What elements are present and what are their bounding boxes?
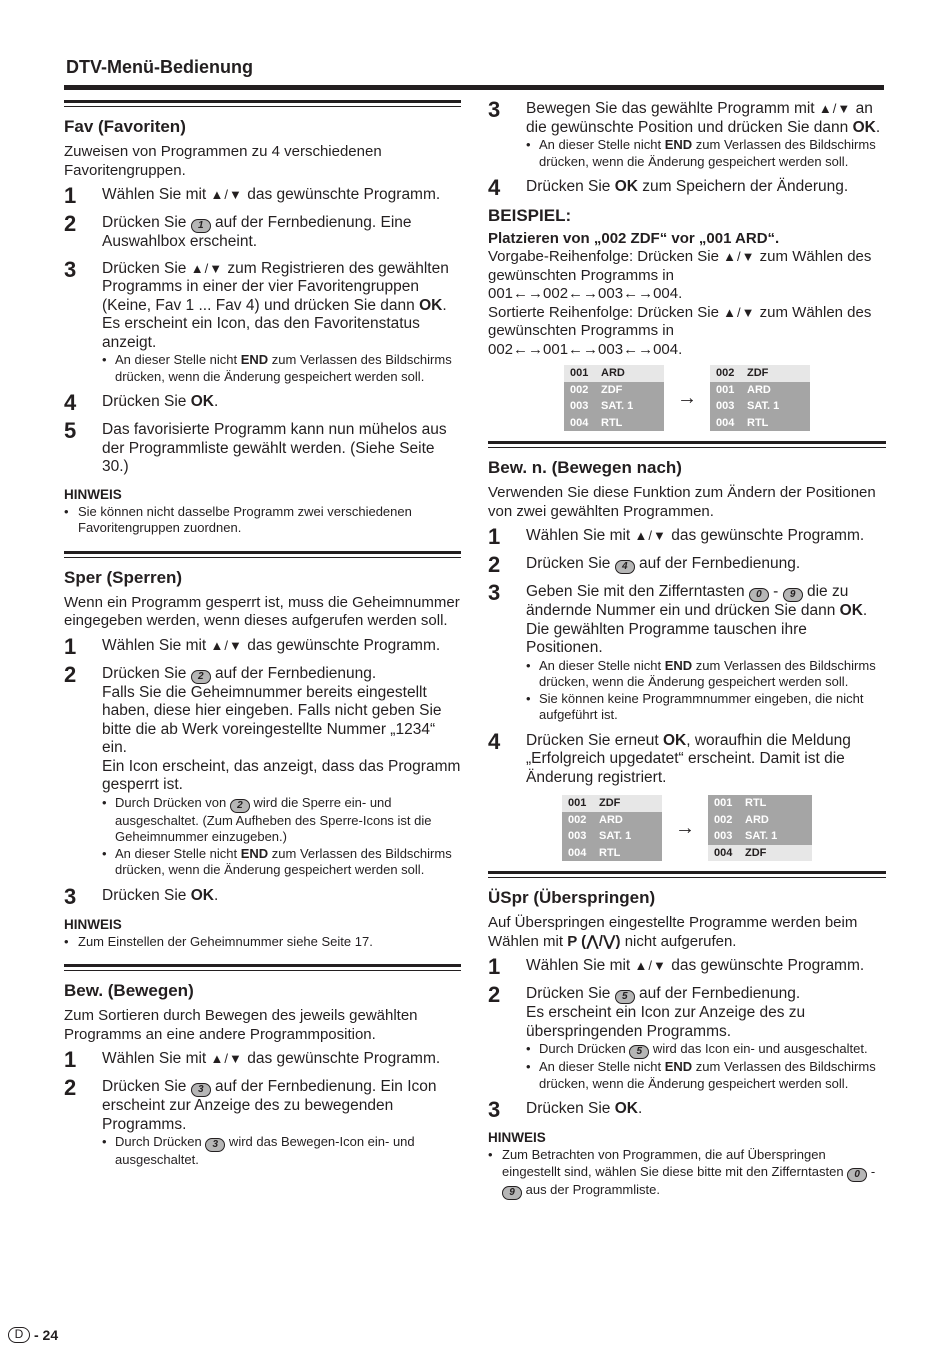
- up-down-arrows-icon: ▲/▼: [818, 101, 852, 116]
- step-number: 1: [64, 633, 77, 659]
- step-number: 4: [488, 728, 501, 754]
- remote-button-0-icon: 0: [847, 1168, 867, 1182]
- step-number: 3: [488, 580, 501, 605]
- program-row: [564, 415, 664, 432]
- up-down-arrows-icon: ▲/▼: [634, 528, 667, 543]
- program-name: ARD: [745, 813, 769, 826]
- page-title: DTV-Menü-Bedienung: [66, 57, 253, 77]
- step-note: • An dieser Stelle nicht END zum Verlassen des Bildschirms drücken, wenn die Änderung gespeichert werden soll.: [102, 845, 452, 877]
- program-name: ZDF: [745, 846, 767, 859]
- program-row: [564, 365, 664, 382]
- program-table-before: [562, 795, 662, 861]
- up-down-arrows-icon: ▲/▼: [634, 958, 667, 973]
- bewn-step-4: [488, 728, 886, 788]
- step-number: 2: [64, 661, 77, 687]
- remote-button-5-icon: 5: [629, 1045, 649, 1059]
- arrow-right-icon: →: [677, 386, 697, 409]
- program-number: 004: [716, 416, 735, 429]
- example-subheading: Platzieren von „002 ZDF“ vor „001 ARD“.: [488, 230, 780, 247]
- program-table-before: [564, 365, 664, 431]
- program-number: 001: [568, 797, 587, 809]
- step-note: • Durch Drücken von 2 wird die Sperre ein- und ausgeschaltet. (Zum Aufheben des Sperre-Icons ist die Geheimnummer einzugeben.): [102, 794, 432, 844]
- program-name: ARD: [747, 383, 771, 396]
- section-title-bewn: Bew. n. (Bewegen nach): [488, 458, 682, 477]
- up-down-arrows-icon: ▲/▼: [210, 187, 243, 202]
- program-row: [564, 398, 664, 415]
- program-row: [562, 812, 662, 829]
- program-name: ARD: [601, 367, 625, 379]
- step-text: Wählen Sie mit ▲/▼ das gewünschte Programm.: [526, 527, 865, 544]
- section-intro-sper: Wenn ein Programm gesperrt ist, muss die Geheimnummer eingegeben werden, wenn dieses aufgerufen werden soll.: [64, 593, 460, 629]
- program-number: 003: [716, 400, 735, 412]
- example-sequence: 001←→002←→003←→004.: [488, 285, 683, 302]
- step-text: Drücken Sie 1 auf der Fernbedienung. Eine Auswahlbox erscheint.: [102, 214, 412, 250]
- section-rule: [488, 871, 886, 878]
- section-rule: [64, 964, 461, 971]
- remote-button-3-icon: 3: [205, 1138, 225, 1152]
- step-number: 2: [488, 982, 501, 1007]
- step-number: 3: [64, 256, 77, 282]
- step-number: 4: [488, 175, 501, 200]
- program-name: RTL: [747, 416, 769, 429]
- step-number: 1: [64, 1047, 77, 1072]
- step-note: • Durch Drücken 3 wird das Bewegen-Icon ein- und ausgeschaltet.: [102, 1134, 415, 1167]
- step-number: 2: [488, 552, 501, 577]
- page-number: - 24: [34, 1327, 59, 1343]
- step-text: Bewegen Sie das gewählte Programm mit ▲/▼ an die gewünschte Position und drücken Sie dann OK. • An dieser Stelle nicht END zum Verlassen des Bildschirms drücken, wenn die Änderung gespeichert werden soll.: [526, 100, 886, 170]
- step-note: • Sie können keine Programmnummer eingeben, die nicht aufgeführt ist.: [526, 690, 864, 722]
- program-row: [710, 382, 810, 399]
- title-rule: [64, 85, 884, 90]
- section-title-uspr: ÜSpr (Überspringen): [488, 888, 656, 907]
- program-name: RTL: [599, 846, 621, 859]
- program-number: 001: [716, 383, 735, 396]
- step-text: Drücken Sie OK zum Speichern der Änderung.: [526, 178, 849, 195]
- section-intro-uspr: Auf Überspringen eingestellte Programme werden beim Wählen mit P (⋀/⋁) nicht aufgerufen.: [488, 914, 858, 950]
- program-number: 002: [568, 813, 587, 826]
- uspr-step-2: [488, 982, 886, 1092]
- example-text: Vorgabe-Reihenfolge: Drücken Sie ▲/▼ zum Wählen des gewünschten Programms in: [488, 248, 872, 284]
- fav-step-5: [64, 418, 461, 477]
- hinweis-title: HINWEIS: [64, 486, 122, 502]
- remote-button-0-icon: 0: [749, 588, 769, 602]
- step-text: Das favorisierte Programm kann nun mühelos aus der Programmliste gewählt werden. (Siehe Seite 30.): [102, 421, 447, 475]
- hinweis-note: • Zum Einstellen der Geheimnummer siehe Seite 17.: [64, 933, 373, 949]
- step-text: Drücken Sie 3 auf der Fernbedienung. Ein Icon erscheint zur Anzeige des zu bewegenden Programms. • Durch Drücken 3 wird das Bewegen-Icon ein- und ausgeschaltet.: [102, 1078, 461, 1169]
- step-text: Drücken Sie 4 auf der Fernbedienung.: [526, 555, 801, 572]
- sper-step-2: [64, 661, 461, 879]
- program-row: [708, 845, 812, 862]
- hinweis-title: HINWEIS: [64, 916, 122, 932]
- program-row: [708, 812, 812, 829]
- remote-button-1-icon: 1: [191, 219, 211, 233]
- step-number: 4: [64, 390, 77, 415]
- remote-button-9-icon: 9: [502, 1186, 522, 1200]
- step-text: Drücken Sie OK.: [526, 1100, 643, 1117]
- uspr-step-3: [488, 1097, 886, 1122]
- up-down-arrows-icon: ▲/▼: [723, 304, 756, 320]
- step-text: Drücken Sie ▲/▼ zum Registrieren des gewählten Programms in einer der vier Favoritengruppen (Keine, Fav 1 ... Fav 4) und drücken Sie dann OK. Es erscheint ein Icon, das den Favoritenstatus anzeigt. • An dieser Stelle nicht END zum Verlassen des Bildschirms drücken, wenn die Änderung gespeichert werden soll.: [102, 260, 461, 386]
- program-number: 003: [568, 830, 587, 842]
- bewn-step-3: [488, 580, 886, 724]
- section-intro-fav: Zuweisen von Programmen zu 4 verschiedenen Favoritengruppen.: [64, 143, 382, 179]
- section-rule: [488, 441, 886, 448]
- program-row: [710, 398, 810, 415]
- program-number: 002: [570, 383, 589, 396]
- right-column: [488, 97, 886, 1200]
- program-table-after: [710, 365, 810, 431]
- program-name: RTL: [745, 797, 767, 809]
- bewn-step-2: [488, 552, 886, 577]
- example-text: Sortierte Reihenfolge: Drücken Sie ▲/▼ zum Wählen des gewünschten Programms in: [488, 303, 872, 339]
- sper-step-3: [64, 883, 461, 909]
- example-heading: BEISPIEL:: [488, 206, 572, 225]
- language-badge: D: [8, 1327, 30, 1343]
- step-text: Drücken Sie OK.: [102, 393, 219, 410]
- step-text: Wählen Sie mit ▲/▼ das gewünschte Programm.: [102, 1050, 441, 1067]
- bew-step-1: [64, 1047, 461, 1072]
- step-number: 5: [64, 418, 77, 443]
- bewn-example-tables: [488, 795, 886, 861]
- step-text: Drücken Sie OK.: [102, 886, 219, 904]
- step-note: • An dieser Stelle nicht END zum Verlassen des Bildschirms drücken, wenn die Änderung gespeichert werden soll.: [102, 352, 452, 384]
- program-row: [708, 828, 812, 845]
- section-intro-bew: Zum Sortieren durch Bewegen des jeweils gewählten Programms an eine andere Programmposition.: [64, 1007, 418, 1043]
- page-footer: [8, 1327, 58, 1343]
- step-number: 1: [488, 524, 501, 549]
- fav-step-3: [64, 256, 461, 386]
- program-number: 004: [714, 846, 733, 859]
- program-name: RTL: [601, 416, 623, 429]
- arrow-right-icon: →: [675, 816, 695, 839]
- program-number: 003: [714, 830, 733, 842]
- step-text: Wählen Sie mit ▲/▼ das gewünschte Programm.: [526, 957, 865, 974]
- step-note: • An dieser Stelle nicht END zum Verlassen des Bildschirms drücken, wenn die Änderung gespeichert werden soll.: [526, 657, 876, 689]
- bew-example-tables: [488, 365, 886, 431]
- program-number: 001: [570, 367, 589, 379]
- program-row: [708, 795, 812, 812]
- section-title-sper: Sper (Sperren): [64, 567, 183, 587]
- step-number: 1: [64, 183, 77, 208]
- bewn-step-1: [488, 524, 886, 549]
- step-text: Wählen Sie mit ▲/▼ das gewünschte Programm.: [102, 186, 441, 203]
- section-title-bew: Bew. (Bewegen): [64, 981, 194, 1000]
- program-row: [564, 382, 664, 399]
- section-rule: [64, 100, 461, 107]
- step-number: 3: [64, 883, 77, 909]
- program-number: 001: [714, 797, 733, 809]
- program-up-down-icon: P (⋀/⋁): [567, 932, 621, 950]
- up-down-arrows-icon: ▲/▼: [210, 637, 243, 653]
- program-row: [562, 828, 662, 845]
- program-row: [562, 795, 662, 812]
- program-number: 002: [716, 367, 735, 379]
- remote-button-4-icon: 4: [615, 560, 635, 574]
- program-name: SAT. 1: [601, 400, 634, 412]
- step-number: 3: [488, 97, 501, 122]
- program-name: SAT. 1: [747, 400, 780, 412]
- section-intro-bewn: Verwenden Sie diese Funktion zum Ändern der Positionen von zwei gewählten Programmen.: [488, 484, 876, 520]
- program-number: 004: [568, 846, 587, 859]
- step-number: 3: [488, 1097, 501, 1122]
- step-note: • An dieser Stelle nicht END zum Verlassen des Bildschirms drücken, wenn die Änderung gespeichert werden soll.: [526, 1059, 876, 1091]
- program-name: SAT. 1: [745, 830, 778, 842]
- step-text: Drücken Sie 5 auf der Fernbedienung. Es erscheint ein Icon zur Anzeige des zu überspringenden Programms. • Durch Drücken 5 wird das Icon ein- und ausgeschaltet. • An dieser Stelle nicht END zum Verlassen des Bildschirms drücken, wenn die Änderung gespeichert werden soll.: [526, 985, 886, 1092]
- program-number: 003: [570, 400, 589, 412]
- remote-button-3-icon: 3: [191, 1083, 211, 1097]
- bew-step-2: [64, 1075, 461, 1169]
- program-table-after: [708, 795, 812, 861]
- up-down-arrows-icon: ▲/▼: [210, 1051, 243, 1066]
- example-sequence: 002←→001←→003←→004.: [488, 340, 683, 358]
- section-title-fav: Fav (Favoriten): [64, 117, 186, 136]
- hinweis-title: HINWEIS: [488, 1130, 546, 1145]
- program-row: [710, 365, 810, 382]
- program-name: ZDF: [747, 367, 769, 379]
- program-row: [562, 845, 662, 862]
- step-note: • Durch Drücken 5 wird das Icon ein- und ausgeschaltet.: [526, 1041, 868, 1057]
- remote-button-5-icon: 5: [615, 990, 635, 1004]
- hinweis-note: • Sie können nicht dasselbe Programm zwei verschiedenen Favoritengruppen zuordnen.: [64, 503, 412, 535]
- remote-button-2-icon: 2: [230, 799, 250, 813]
- step-text: Wählen Sie mit ▲/▼ das gewünschte Programm.: [102, 636, 441, 654]
- hinweis-note: • Zum Betrachten von Programmen, die auf Überspringen eingestellt sind, wählen Sie diese bitte mit den Zifferntasten 0 - 9 aus der Programmliste.: [488, 1147, 876, 1198]
- remote-button-9-icon: 9: [783, 588, 803, 602]
- left-column: [64, 100, 461, 1177]
- step-text: Geben Sie mit den Zifferntasten 0 - 9 die zu ändernde Nummer ein und drücken Sie dann OK. Die gewählten Programme tauschen ihre Positionen. • An dieser Stelle nicht END zum Verlassen des Bildschirms drücken, wenn die Änderung gespeichert werden soll. • Sie können keine Programmnummer eingeben, die nicht aufgeführt ist.: [526, 583, 886, 724]
- step-note: • An dieser Stelle nicht END zum Verlassen des Bildschirms drücken, wenn die Änderung gespeichert werden soll.: [526, 137, 876, 169]
- fav-step-1: [64, 183, 461, 208]
- step-number: 1: [488, 954, 501, 979]
- program-name: ZDF: [599, 797, 621, 809]
- bew-step-3: [488, 97, 886, 170]
- uspr-step-1: [488, 954, 886, 979]
- program-name: SAT. 1: [599, 830, 632, 842]
- bew-step-4: [488, 175, 886, 200]
- up-down-arrows-icon: ▲/▼: [723, 249, 756, 264]
- step-number: 2: [64, 1075, 77, 1100]
- program-name: ARD: [599, 813, 623, 826]
- step-number: 2: [64, 211, 77, 236]
- fav-step-4: [64, 390, 461, 415]
- program-name: ZDF: [601, 383, 623, 396]
- sper-step-1: [64, 633, 461, 659]
- step-text: Drücken Sie erneut OK, woraufhin die Meldung „Erfolgreich upgedatet“ erscheint. Damit ist die Änderung registriert.: [526, 731, 851, 786]
- program-number: 004: [570, 416, 589, 429]
- remote-button-2-icon: 2: [191, 670, 211, 684]
- program-number: 002: [714, 813, 733, 826]
- up-down-arrows-icon: ▲/▼: [190, 260, 224, 276]
- program-row: [710, 415, 810, 432]
- fav-step-2: [64, 211, 461, 252]
- section-rule: [64, 551, 461, 558]
- step-text: Drücken Sie 2 auf der Fernbedienung. Falls Sie die Geheimnummer bereits eingestellt haben, diese hier eingeben. Falls nicht geben Sie bitte die ab Werk voreingestellte Nummer „1234“ ein. Ein Icon erscheint, das anzeigt, dass das Programm gesperrt ist. • Durch Drücken von 2 wird die Sperre ein- und ausgeschaltet. (Zum Aufheben des Sperre-Icons ist die Geheimnummer einzugeben.) • An dieser Stelle nicht END zum Verlassen des Bildschirms drücken, wenn die Änderung gespeichert werden soll.: [102, 664, 461, 877]
